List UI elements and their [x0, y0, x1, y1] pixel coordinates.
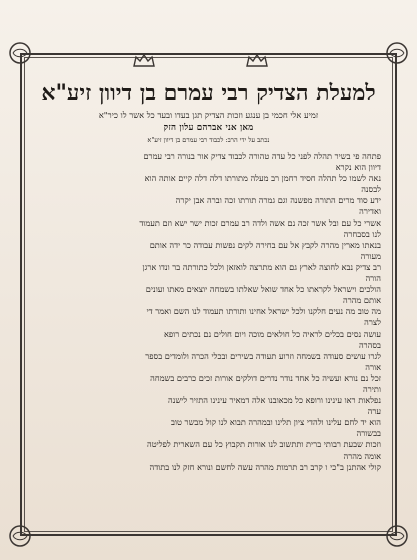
- poem-line: רב צדיק נבא לחוצה לארץ גם הוא מתרצה לואזאן ולכל כתורתה בר ונדו ארגן: [142, 261, 381, 272]
- poem-line: בסהרה: [358, 339, 381, 350]
- poem-line: ואדירה: [359, 206, 381, 217]
- poem-line: הולכים וישראל לקראתו כל אחד שואל שאלתו בשמחה יוצאים מאתו ועונים: [145, 284, 381, 295]
- corner-ornament-icon: [385, 41, 409, 65]
- poem-line: בנאתו מארין מהרה לקבץ אל עם בחירה לקים נפשות עבודה כר ידה אותם: [149, 239, 381, 250]
- corner-ornament-icon: [8, 524, 32, 548]
- crown-icon: [132, 53, 156, 69]
- poem-line: פתחה פי בשיר תהלה לפני כל עדה טהורה לכבוד צדיק אור בנורה רבי עמרם: [143, 151, 381, 161]
- poem-line: הורה: [365, 273, 381, 284]
- crown-icon: [245, 53, 269, 69]
- poem-line: אורה: [365, 361, 381, 372]
- poem-line: לגרו עושים סעודה בשמחה וזרוע תעודה בשירים ובכלי הכרה ולומדים בספר: [145, 350, 381, 361]
- poem-line: דיוון הוא נקרא: [335, 162, 381, 173]
- poem-line: אומה מהרה: [343, 450, 381, 461]
- poem-line: עושה נסים בכלים לראיה כל חולאים מוכה ויום חולים נם נכתים רופא: [163, 328, 381, 339]
- poem-body: [36, 151, 381, 473]
- corner-ornament-icon: [385, 524, 409, 548]
- poem-line: נאה לשמו כל תהלה חסיד רחמן רב מעלה מתורתו דלה דלה קיים אותה הוא: [144, 173, 381, 184]
- poem-line: ותירה: [363, 383, 381, 394]
- poem-line: הוא יד לחם עלינו ולהדי ציון תלינו ובמהרה תבוא לנו קול מבשר טוב: [170, 417, 381, 428]
- poem-line: וזכות שבעת רבותי ברית ותתשוב לנו אורות תקבוץ כל עם השארית לפליטה: [147, 439, 381, 450]
- poem-line: מעורה: [360, 250, 381, 261]
- poem-line: ידע סוד מרים התורה מפשנה וגם גמרה תורתו זכה וברה אבן יקרה: [175, 195, 381, 206]
- poem-line: בבשורה: [356, 428, 381, 439]
- subtitle: זמיע אלי חכמי בן ענגע וזכות הצדיק תגן בעדו ובעד כל אשר לו כיר"א: [98, 110, 319, 120]
- page-title: למעלת הצדיק רבי עמרם בן דיוון זיע"א: [41, 80, 376, 106]
- signed-line: מאן אני אברהם עלון הזק: [163, 123, 254, 133]
- poem-line: זכל נם נורא ועשיה כל אחד נודר נדרים דולקים אורות זכים כרבים בשמחה: [150, 372, 381, 383]
- poem-line: מה טוב מה נעים חלקנו ולכל ישראל אחינו ותורתו תעמוד לנו השם ואמר די: [146, 306, 381, 317]
- poem-line: נפלאות ראו עינינו ורופא כל מכאובנו אלה דמאיר עינינו התזיר לישנה: [168, 395, 381, 406]
- poem-line: אשרי כל עם ובל אשר זכה נם אשה ולדה רב עמרם זכות ישר ישא וזם תעמוד: [139, 217, 381, 228]
- note-line: נכתב על ידי הרב: לכבוד רבי עמרם בן דיוון זיע"א: [147, 136, 270, 144]
- corner-ornament-icon: [8, 41, 32, 65]
- poem-line: ערה: [367, 406, 381, 417]
- content-area: [36, 68, 381, 526]
- poem-line: קולי אהתנן ב"כי ו קרב רב תרמות מהרה עשה לחשם ונורא חזק לנו בתודה: [149, 461, 381, 472]
- poem-line: לבסנה: [361, 184, 381, 195]
- poem-line: לצרה: [364, 317, 381, 328]
- poem-line: לנו בסבחרה: [343, 228, 381, 239]
- poem-line: אותם מהרה: [342, 295, 381, 306]
